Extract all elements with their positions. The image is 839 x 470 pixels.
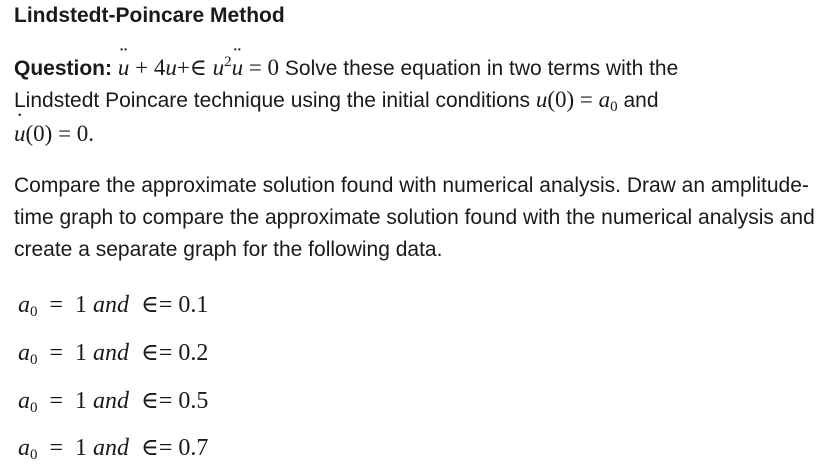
equation: u ¨ + 4u+∈ $u^2u$ ¨ = 0 [118, 55, 279, 80]
question-label: Question: [14, 57, 112, 80]
case-item: $a_0 = 1$ and ∈= 0.1 [18, 292, 209, 320]
case-item: $a_0 = 1$ and ∈= 0.7 [18, 435, 209, 463]
question-line-2 [14, 84, 825, 117]
case-item: $a_0 = 1$ and ∈= 0.5 [18, 388, 209, 416]
document-title: Lindstedt-Poincare Method [14, 4, 285, 27]
initial-condition-1: $u(0) = a_0$ [535, 87, 618, 115]
question-text-1: Solve these equation in two terms with the [279, 57, 679, 80]
initial-condition-2: u ˙(0) = 0. [14, 121, 94, 146]
question-text-2: Lindstedt Poincare technique using the initial conditions [14, 89, 536, 112]
case-item: $a_0 = 1$ and ∈= 0.2 [18, 340, 209, 368]
instruction-paragraph: Compare the approximate solution found with numerical analysis. Draw an amplitude-time graph to compare the approximate solution found with the numerical analysis and create a separate graph for the following data. [14, 174, 815, 261]
question-line-1 [14, 52, 825, 85]
question-line-3 [14, 118, 825, 151]
question-and: and [617, 89, 659, 112]
